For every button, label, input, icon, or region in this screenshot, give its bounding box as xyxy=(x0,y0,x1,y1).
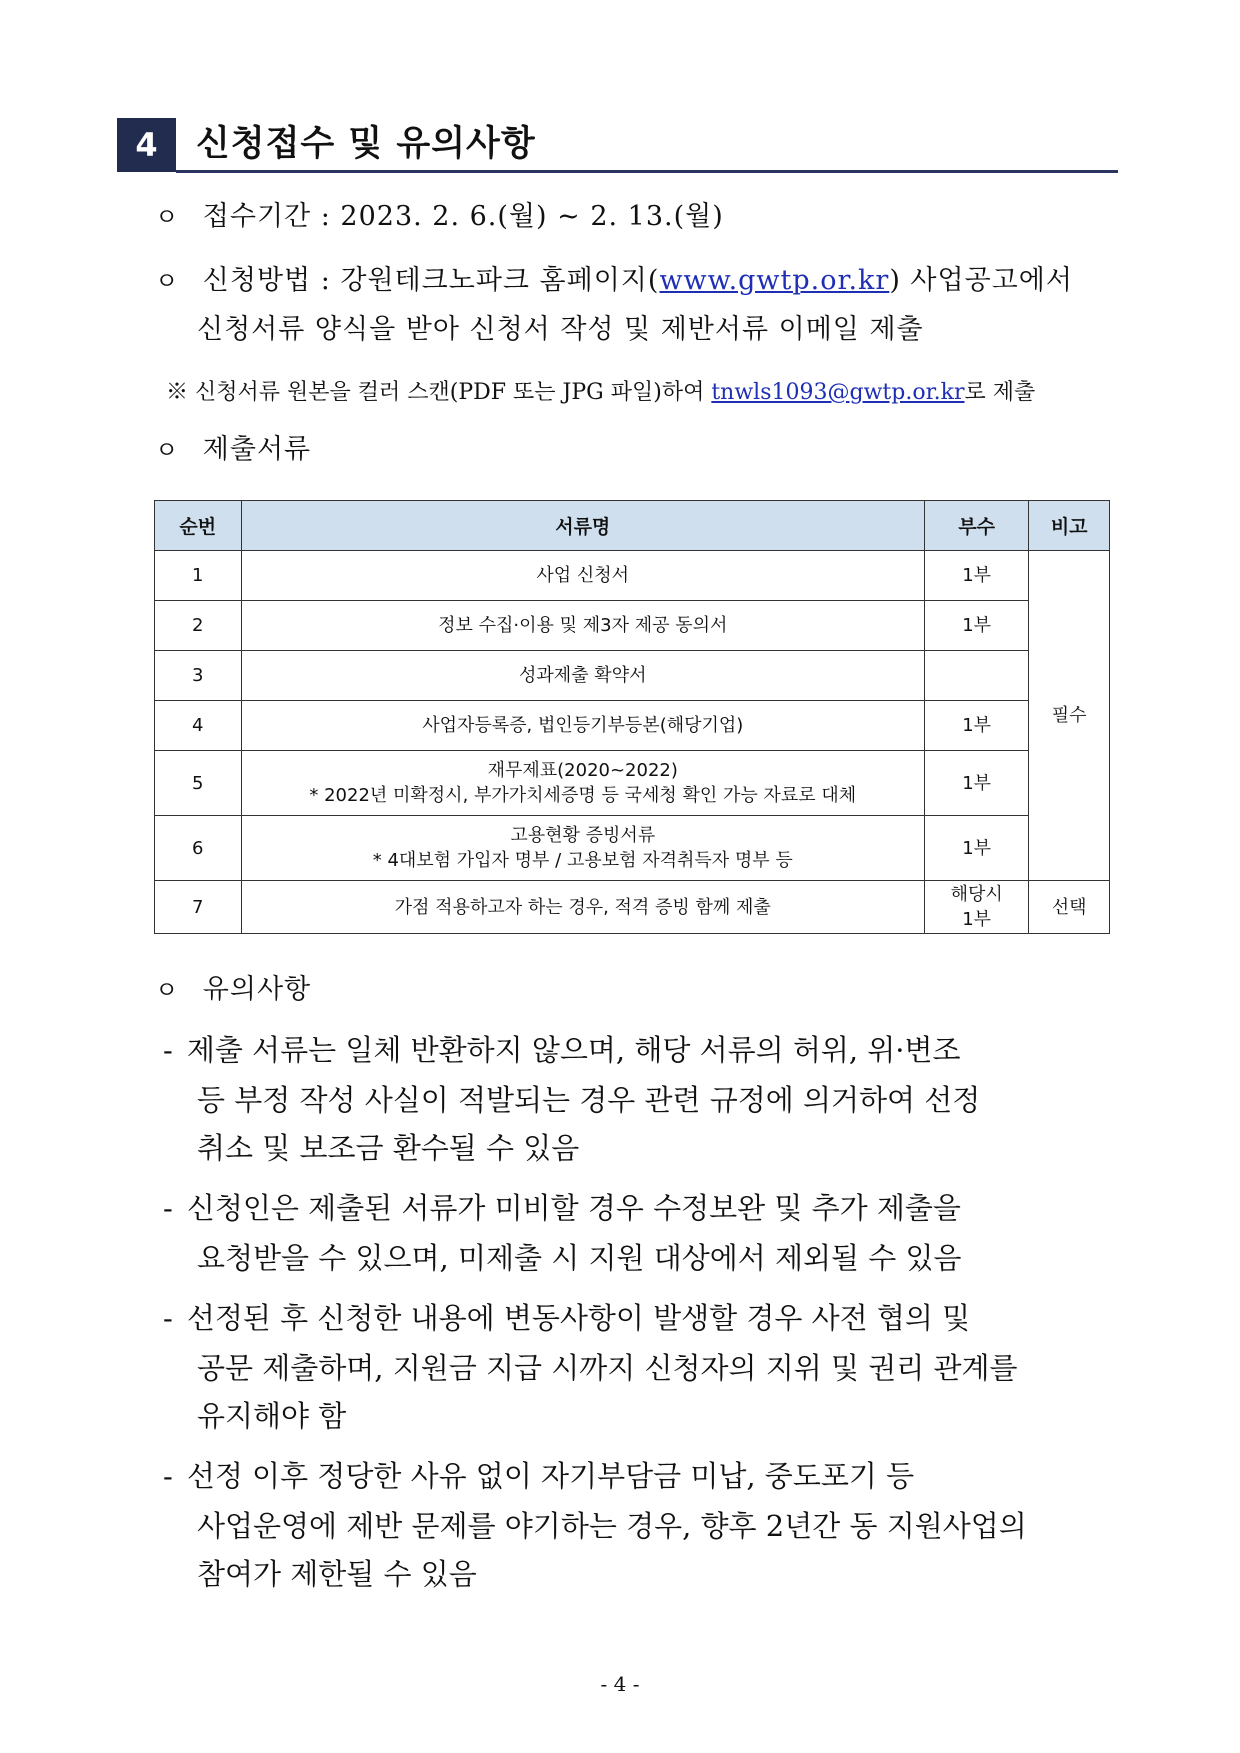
caution-text: 취소 및 보조금 환수될 수 있음 xyxy=(197,1131,580,1165)
cell-name: 정보 수집·이용 및 제3자 제공 동의서 xyxy=(241,601,924,651)
caution-text: 사업운영에 제반 문제를 야기하는 경우, 향후 2년간 동 지원사업의 xyxy=(197,1509,1027,1543)
cell-copies: 해당시 1부 xyxy=(924,881,1028,934)
cell-remark-required: 필수 xyxy=(1029,551,1110,881)
caution-item-line xyxy=(197,1506,1027,1546)
table-row xyxy=(155,751,1110,816)
period-value: 2023. 2. 6.(월) ~ 2. 13.(월) xyxy=(340,201,724,232)
cell-no: 3 xyxy=(155,651,242,701)
cell-name: 가점 적용하고자 하는 경우, 적격 증빙 함께 제출 xyxy=(241,881,924,934)
header-copies: 부수 xyxy=(924,501,1028,551)
cell-name xyxy=(241,751,924,816)
cell-copies: 1부 xyxy=(924,816,1028,881)
period-label: 접수기간 xyxy=(202,201,312,232)
period-line xyxy=(155,199,724,235)
cell-name: 사업 신청서 xyxy=(241,551,924,601)
caution-item-line xyxy=(197,1396,346,1436)
method-label: 신청방법 xyxy=(202,265,312,296)
note-text-after: 로 제출 xyxy=(964,380,1036,405)
dash-icon: - xyxy=(163,1459,173,1493)
cell-no: 6 xyxy=(155,816,242,881)
caution-text: 참여가 제한될 수 있음 xyxy=(197,1557,477,1591)
caution-text: 유지해야 함 xyxy=(197,1399,347,1433)
email-link[interactable]: tnwls1093@gwtp.or.kr xyxy=(711,380,965,405)
caution-text: 제출 서류는 일체 반환하지 않으며, 해당 서류의 허위, 위·변조 xyxy=(186,1033,961,1067)
caution-item-line xyxy=(163,1298,970,1338)
cell-copies: 1부 xyxy=(924,751,1028,816)
cell-name-sub: * 4대보험 가입자 명부 / 고용보험 자격취득자 명부 등 xyxy=(372,850,793,871)
bullet-icon: ㅇ xyxy=(155,267,180,295)
table-row xyxy=(155,881,1110,934)
method-text-after: ) 사업공고에서 xyxy=(889,265,1073,296)
section-title: 신청접수 및 유의사항 xyxy=(196,124,536,164)
section-title-underline xyxy=(176,170,1118,173)
cell-remark-optional: 선택 xyxy=(1029,881,1110,934)
caution-item-line xyxy=(163,1456,914,1496)
section-number-badge: 4 xyxy=(117,118,176,172)
caution-item-line xyxy=(163,1030,961,1070)
cell-name-sub: * 2022년 미확정시, 부가가치세증명 등 국세청 확인 가능 자료로 대체 xyxy=(309,785,857,806)
caution-item-line xyxy=(197,1554,477,1594)
bullet-icon: ㅇ xyxy=(155,976,180,1004)
cell-name-main: 고용현황 증빙서류 xyxy=(510,825,656,846)
cell-copies: 1부 xyxy=(924,551,1028,601)
cautions-heading: ㅇ 유의사항 xyxy=(155,974,312,1005)
caution-text: 선정된 후 신청한 내용에 변동사항이 발생할 경우 사전 협의 및 xyxy=(186,1301,971,1335)
table-row xyxy=(155,701,1110,751)
method-text: 강원테크노파크 홈페이지( xyxy=(340,265,660,296)
page-number: - 4 - xyxy=(600,1672,640,1696)
homepage-link[interactable]: www.gwtp.or.kr xyxy=(659,265,890,296)
cell-no: 1 xyxy=(155,551,242,601)
caution-text: 신청인은 제출된 서류가 미비할 경우 수정보완 및 추가 제출을 xyxy=(186,1191,961,1225)
bullet-icon: ㅇ xyxy=(155,203,180,231)
table-row xyxy=(155,601,1110,651)
table-row xyxy=(155,551,1110,601)
cell-name xyxy=(241,816,924,881)
caution-item-line xyxy=(197,1080,980,1120)
caution-item-line xyxy=(197,1238,962,1278)
method-separator: : xyxy=(320,265,331,296)
documents-table xyxy=(154,500,1110,934)
dash-icon: - xyxy=(163,1191,173,1225)
cell-name: 사업자등록증, 법인등기부등본(해당기업) xyxy=(241,701,924,751)
caution-item-line xyxy=(163,1188,961,1228)
cell-copies: 1부 xyxy=(924,601,1028,651)
table-header-row xyxy=(155,501,1110,551)
cell-no: 5 xyxy=(155,751,242,816)
cell-no: 4 xyxy=(155,701,242,751)
caution-text: 요청받을 수 있으며, 미제출 시 지원 대상에서 제외될 수 있음 xyxy=(197,1241,962,1275)
reference-mark-icon: ※ xyxy=(166,380,189,405)
note-line xyxy=(166,378,1035,408)
caution-item-line xyxy=(197,1348,1018,1388)
documents-heading: ㅇ 제출서류 xyxy=(155,434,312,465)
header-no: 순번 xyxy=(155,501,242,551)
method-line-2: 신청서류 양식을 받아 신청서 작성 및 제반서류 이메일 제출 xyxy=(197,314,924,345)
cell-copies xyxy=(924,651,1028,701)
note-text: 신청서류 원본을 컬러 스캔(PDF 또는 JPG 파일)하여 xyxy=(195,380,705,405)
cell-no: 2 xyxy=(155,601,242,651)
method-line xyxy=(155,263,1073,299)
cell-no: 7 xyxy=(155,881,242,934)
bullet-icon: ㅇ xyxy=(155,436,180,464)
period-separator: : xyxy=(320,201,331,232)
table-row xyxy=(155,651,1110,701)
cell-name-main: 재무제표(2020~2022) xyxy=(487,760,678,781)
caution-item-line xyxy=(197,1128,579,1168)
table-row xyxy=(155,816,1110,881)
dash-icon: - xyxy=(163,1033,173,1067)
caution-text: 공문 제출하며, 지원금 지급 시까지 신청자의 지위 및 권리 관계를 xyxy=(197,1351,1018,1385)
caution-text: 등 부정 작성 사실이 적발되는 경우 관련 규정에 의거하여 선정 xyxy=(197,1083,981,1117)
header-remark: 비고 xyxy=(1029,501,1110,551)
cell-name: 성과제출 확약서 xyxy=(241,651,924,701)
cell-copies: 1부 xyxy=(924,701,1028,751)
header-name: 서류명 xyxy=(241,501,924,551)
caution-text: 선정 이후 정당한 사유 없이 자기부담금 미납, 중도포기 등 xyxy=(186,1459,915,1493)
dash-icon: - xyxy=(163,1301,173,1335)
